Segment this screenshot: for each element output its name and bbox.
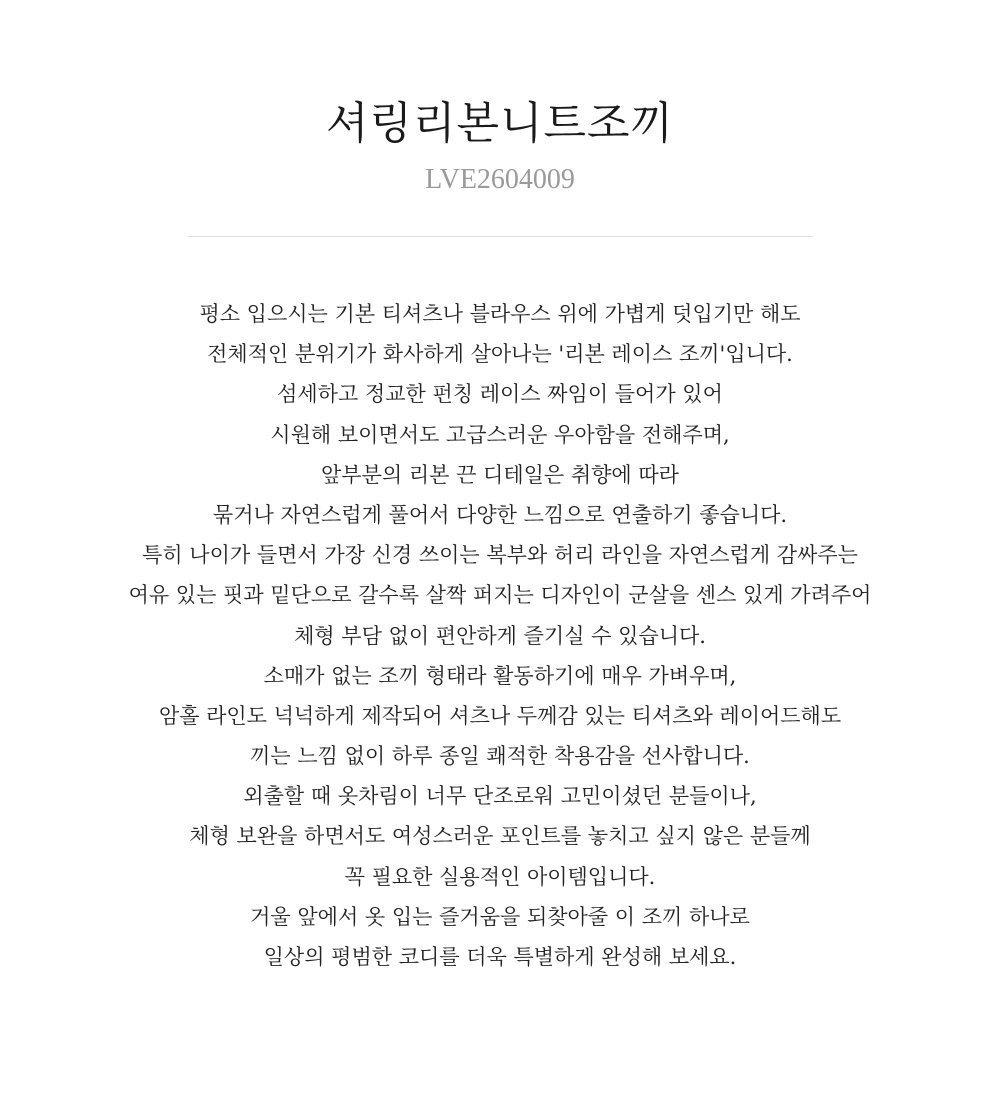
description-line: 시원해 보이면서도 고급스러운 우아함을 전해주며,	[270, 422, 730, 447]
description-line: 일상의 평범한 코디를 더욱 특별하게 완성해 보세요.	[263, 945, 737, 969]
description-line: 체형 보완을 하면서도 여성스러운 포인트를 놓치고 싶지 않은 분들께	[189, 824, 811, 849]
description-line: 거울 앞에서 옷 입는 즐거움을 되찾아줄 이 조끼 하나로	[250, 904, 750, 929]
description-line: 외출할 때 옷차림이 너무 단조로워 고민이셨던 분들이나,	[243, 784, 757, 809]
product-title: 셔링리본니트조끼	[325, 98, 675, 149]
product-code: LVE2604009	[425, 164, 575, 195]
description-line: 여유 있는 핏과 밑단으로 갈수록 살짝 퍼지는 디자인이 군살을 센스 있게 가려주어	[128, 583, 872, 608]
description-line: 묶거나 자연스럽게 풀어서 다양한 느낌으로 연출하기 좋습니다.	[212, 502, 788, 527]
description-line: 특히 나이가 들면서 가장 신경 쓰이는 복부와 허리 라인을 자연스럽게 감싸주는	[142, 543, 858, 568]
divider	[188, 236, 813, 237]
description-line: 끼는 느낌 없이 하루 종일 쾌적한 착용감을 선사합니다.	[250, 744, 750, 769]
description-line: 앞부분의 리본 끈 디테일은 취향에 따라	[321, 462, 679, 487]
description-line: 섬세하고 정교한 펀칭 레이스 짜임이 들어가 있어	[277, 382, 723, 407]
description-line: 소매가 없는 조끼 형태라 활동하기에 매우 가벼우며,	[263, 663, 737, 688]
description-line: 전체적인 분위기가 화사하게 살아나는 '리본 레이스 조끼'입니다.	[207, 342, 793, 367]
description-line: 평소 입으시는 기본 티셔츠나 블라우스 위에 가볍게 덧입기만 해도	[199, 302, 801, 326]
product-description	[0, 294, 1000, 977]
description-line: 꼭 필요한 실용적인 아이템입니다.	[344, 864, 656, 889]
description-line: 암홀 라인도 넉넉하게 제작되어 셔츠나 두께감 있는 티셔츠와 레이어드해도	[158, 703, 842, 728]
description-line: 체형 부담 없이 편안하게 즐기실 수 있습니다.	[294, 623, 706, 648]
